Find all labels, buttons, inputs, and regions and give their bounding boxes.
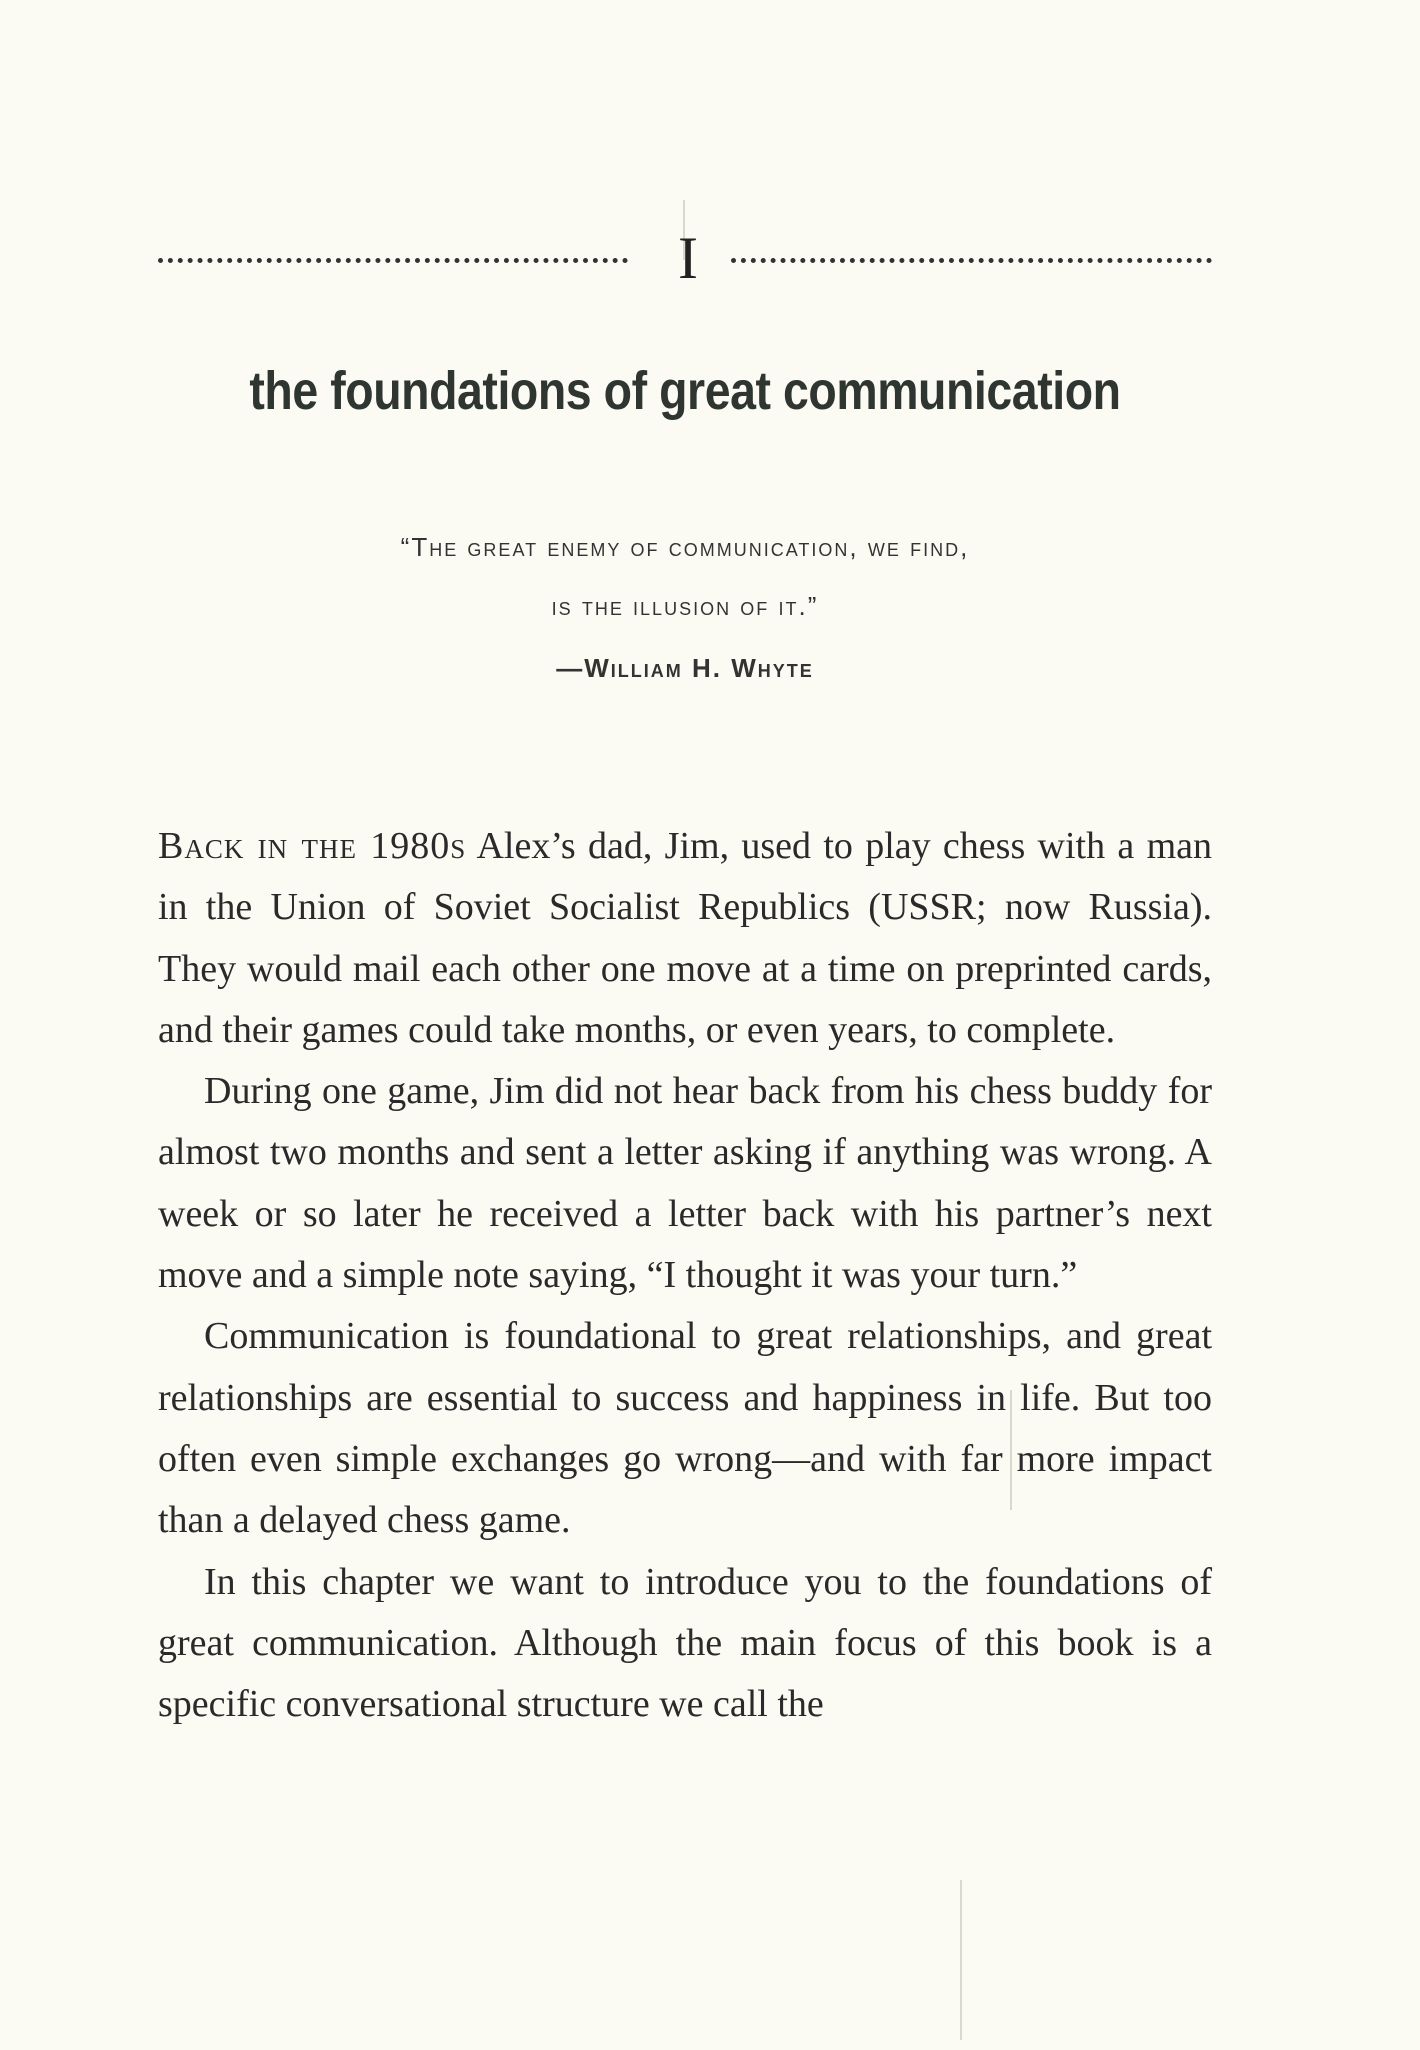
epigraph	[158, 518, 1212, 700]
body-text	[158, 816, 1212, 1735]
epigraph-line-2: is the illusion of it.”	[551, 591, 819, 621]
paragraph-4: In this chapter we want to introduce you to the foundations of great communication. Although the main focus of this book is a specific conversational structure we call the	[158, 1560, 1212, 1726]
dotted-rule-right	[731, 258, 1212, 263]
epigraph-attribution: —William H. Whyte	[556, 653, 814, 683]
paragraph-3: Communication is foundational to great relationships, and great relationships are essential to success and happiness in life. But too often even simple exchanges go wrong—and with far more impact than a delayed chess game.	[158, 1315, 1212, 1542]
chapter-title: the foundations of great communication	[249, 361, 1121, 421]
paragraph-lead-in: Back in the 1980s	[158, 825, 467, 867]
chapter-number-row	[158, 225, 1212, 298]
epigraph-line-1: “The great enemy of communication, we find,	[400, 532, 970, 562]
paragraph-2: During one game, Jim did not hear back from his chess buddy for almost two months and sent a letter asking if anything was wrong. A week or so later he received a letter back with his partner’s next move and a simple note saying, “I thought it was your turn.”	[158, 1070, 1212, 1297]
paragraph-1	[158, 816, 1212, 1061]
dotted-rule-left	[158, 258, 628, 263]
chapter-number: I	[678, 225, 698, 291]
scan-artifact	[960, 1880, 962, 2040]
paragraph-1-text: Alex’s dad, Jim, used to play chess with a man in the Union of Soviet Socialist Republics (USSR; now Russia). They would mail each other one move at a time on preprinted cards, and their games could take months, or even years, to complete.	[158, 825, 1212, 1051]
